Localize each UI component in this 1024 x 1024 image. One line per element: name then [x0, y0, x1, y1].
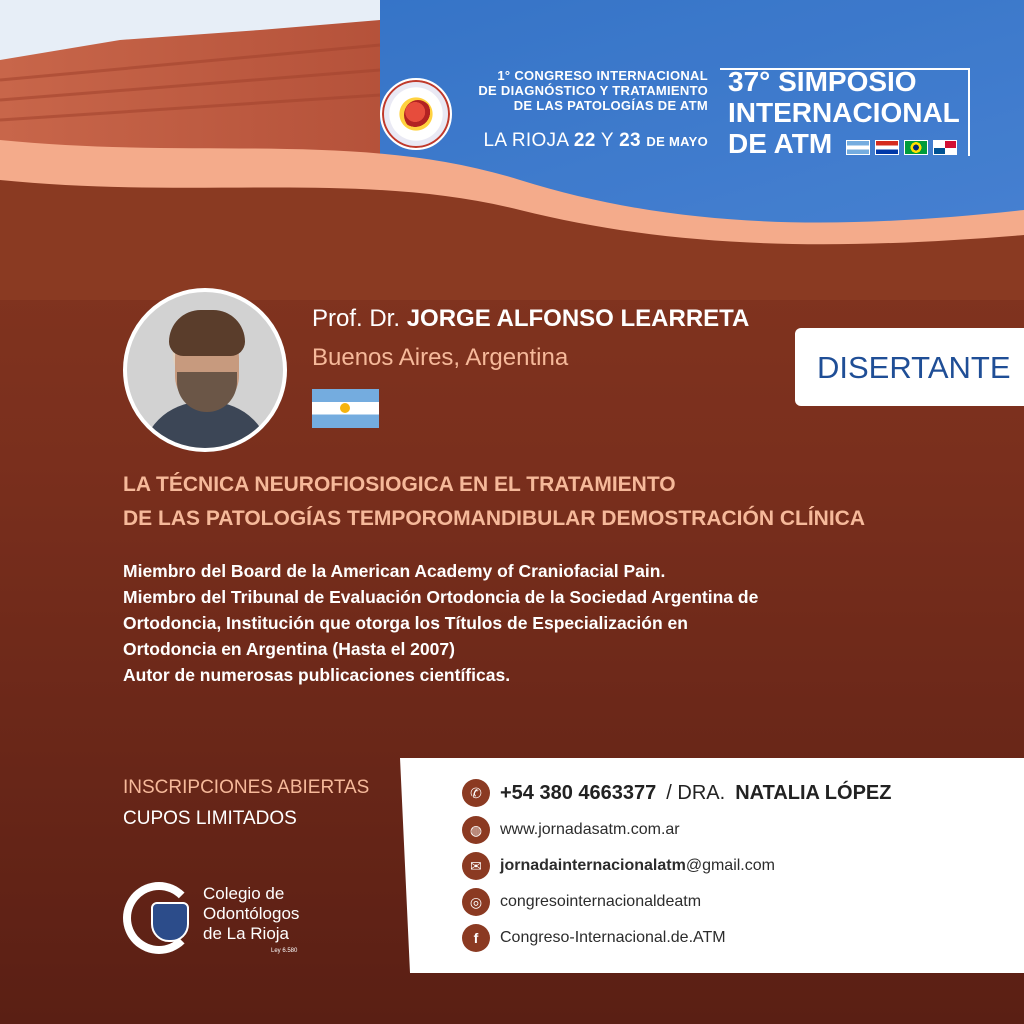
colegio-name-line: Colegio de [203, 884, 285, 903]
phone-separator: / DRA. [666, 781, 726, 804]
congress-city: LA RIOJA [483, 130, 569, 151]
speaker-prefix: Prof. Dr. [312, 305, 401, 332]
website-link[interactable]: www.jornadasatm.com.ar [500, 821, 680, 838]
contact-facebook[interactable] [462, 924, 726, 952]
speaker-bio [123, 558, 963, 688]
congress-title-line: DE DIAGNÓSTICO Y TRATAMIENTO [478, 83, 708, 98]
facebook-page[interactable]: Congreso-Internacional.de.ATM [500, 929, 726, 946]
speaker-city: Buenos Aires, Argentina [312, 344, 569, 371]
email-link[interactable] [500, 857, 775, 875]
instagram-handle[interactable]: congresointernacionaldeatm [500, 893, 702, 910]
congress-title-line: DE LAS PATOLOGÍAS DE ATM [513, 98, 708, 113]
phone-number: +54 380 4663377 [500, 781, 657, 804]
speaker-name [312, 305, 749, 333]
brazil-flag-icon [904, 140, 928, 155]
bio-line: Autor de numerosas publicaciones científicas. [123, 665, 511, 685]
congress-conj: Y [600, 130, 614, 151]
instagram-icon: ◎ [462, 888, 490, 916]
role-badge: DISERTANTE [795, 328, 1024, 406]
simposio-line: DE ATM [728, 128, 833, 159]
colegio-name-line: de La Rioja [203, 924, 290, 943]
limited-seats: CUPOS LIMITADOS [123, 808, 297, 829]
header-banner [0, 0, 1024, 300]
panama-flag-icon [933, 140, 957, 155]
contact-instagram[interactable] [462, 888, 701, 916]
facebook-icon: f [462, 924, 490, 952]
colegio-law: Ley 6.580 [271, 948, 298, 954]
bio-line: Ortodoncia, Institución que otorga los Títulos de Especialización en [123, 613, 688, 633]
talk-title-line: LA TÉCNICA NEUROFIOSIOGICA EN EL TRATAMIENTO [123, 473, 676, 496]
simposio-line: 37° SIMPOSIO [728, 66, 917, 97]
whatsapp-icon: ✆ [462, 779, 490, 807]
simposio-line: INTERNACIONAL [728, 97, 960, 128]
contact-phone[interactable] [462, 779, 891, 807]
mail-icon: ✉ [462, 852, 490, 880]
colegio-name-line: Odontólogos [203, 904, 300, 923]
congress-day: 22 [573, 130, 596, 151]
speaker-fullname: JORGE ALFONSO LEARRETA [406, 305, 750, 332]
globe-icon: ◍ [462, 816, 490, 844]
argentina-flag-icon [312, 389, 379, 428]
argentina-flag-icon [846, 140, 870, 155]
colegio-logo [123, 882, 363, 962]
congress-title-line: 1° CONGRESO INTERNACIONAL [497, 68, 708, 83]
contact-email[interactable] [462, 852, 775, 880]
speaker-photo [123, 288, 287, 452]
congress-date [458, 130, 708, 152]
bio-line: Ortodoncia en Argentina (Hasta el 2007) [123, 639, 455, 659]
talk-title-line: DE LAS PATOLOGÍAS TEMPOROMANDIBULAR DEMOSTRACIÓN CLÍNICA [123, 507, 865, 530]
email-domain: @gmail.com [685, 857, 775, 874]
bio-line: Miembro del Tribunal de Evaluación Ortodoncia de la Sociedad Argentina de [123, 587, 759, 607]
congress-day: 23 [619, 130, 641, 151]
contact-website[interactable] [462, 816, 680, 844]
congress-seal-logo [380, 78, 452, 150]
colegio-shield-icon [151, 902, 189, 942]
talk-title [123, 468, 943, 536]
registration-open: INSCRIPCIONES ABIERTAS [123, 777, 370, 798]
paraguay-flag-icon [875, 140, 899, 155]
email-user: jornadainternacionalatm [500, 857, 686, 874]
congress-title [458, 68, 708, 113]
colegio-name [203, 884, 299, 944]
bio-line: Miembro del Board de la American Academy of Craniofacial Pain. [123, 561, 666, 581]
contact-person: NATALIA LÓPEZ [735, 781, 892, 804]
congress-month: DE MAYO [646, 134, 708, 149]
country-flags [846, 140, 957, 155]
